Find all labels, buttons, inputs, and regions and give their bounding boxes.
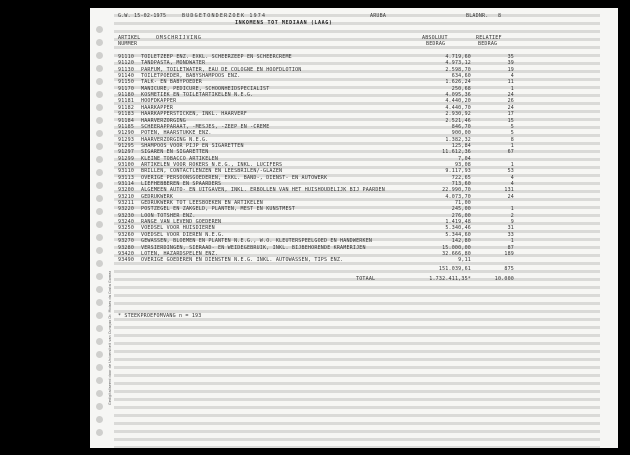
row-relative: 53 [507,168,514,175]
row-relative: 2 [510,212,514,219]
row-relative: 19 [507,66,514,73]
row-description: KOSMETIEK EN TOILETARTIKELEN N.E.G. [141,92,254,99]
feed-hole [96,351,103,358]
row-description: RANGE VAN LEVEND GOEDEREN [141,219,222,226]
column-header-code-2: NUMMER [118,41,138,47]
row-absolute: 71,00 [454,200,471,207]
column-header-relative: RELATIEF [476,35,502,41]
page-label: BLADNR. [466,13,489,19]
stripe [114,22,600,25]
row-relative: 1 [510,85,514,92]
row-relative: 1 [510,238,514,245]
row-relative: 131 [504,187,514,194]
row-relative: 24 [507,193,514,200]
row-description: ARTIKELEN VOOR ROKERS N.E.G., INKL. LUCIFERS [141,161,283,168]
stripe [114,358,600,361]
row-description: HAARKAPPER [141,104,174,111]
row-absolute: 5.340,46 [445,225,471,232]
row-relative: 1 [510,142,514,149]
row-description: TOILETPOEDER, BABYSHAMPOOS ENZ. [141,73,241,80]
stripe [114,102,600,105]
report-subtitle: INKOMENS TOT MEDIAAN (LAAG) [235,20,333,26]
stripe [114,302,600,305]
row-description: VOEDSEL VOOR DIEREN N.E.G. [141,231,225,238]
printout-sheet [90,8,618,448]
row-code: 93420 [118,250,135,257]
total-absolute: 1.732.411,35* [429,276,471,282]
row-code: 93114 [118,181,135,187]
stripe [114,286,600,289]
page-number: 8 [498,13,502,19]
row-absolute: 846,70 [451,123,471,130]
total-label: TOTAAL [356,276,376,282]
row-code: 91290 [118,130,135,137]
row-absolute: 4.973,12 [445,60,471,67]
feed-hole [96,390,103,397]
row-code: 93250 [118,225,135,232]
row-description: KLEINE TOBACCO ARTIKELEN [141,155,219,162]
row-absolute: 1.626,24 [445,79,471,86]
feed-hole [96,182,103,189]
feed-hole [96,247,103,254]
feed-hole [96,52,103,59]
row-code: 91180 [118,92,135,99]
row-description: OVERIGE PERSOONSGOEDEREN, EXKL. BAND-, DIENST- EN AUTOWERK [141,174,328,181]
stripe [114,438,600,441]
row-code: 91185 [118,123,135,130]
row-absolute: 2.930,92 [445,111,471,118]
feed-hole [96,338,103,345]
row-code: 91184 [118,117,135,124]
feed-hole [96,377,103,384]
subtotal-relative: 875 [504,266,514,272]
row-description: HAARKAPPERSTICKEN, INKL. HAARVERF [141,111,247,118]
row-code: 93230 [118,212,135,219]
feed-hole [96,117,103,124]
feed-hole [96,65,103,72]
row-description: GEWASSEN, BLOEMEN EN PLANTEN N.E.G., W.O. KLEUTERSPEELGOED EN HANDWERKEN [141,238,373,245]
feed-hole [96,403,103,410]
row-relative: 189 [504,250,514,257]
row-description: LOTEN, HAZARDSPELEN ENZ. [141,250,219,257]
column-header-relative-2: BEDRAG [478,41,498,47]
feed-hole [96,260,103,267]
feed-hole [96,364,103,371]
row-code: 91299 [118,155,135,162]
row-code: 93220 [118,206,135,213]
row-absolute: 2.521,46 [445,117,471,124]
row-code: 93210 [118,193,135,200]
feed-hole [96,26,103,33]
row-description: SIGAREN EN SIGARETTEN [141,149,209,156]
row-code: 91130 [118,66,135,73]
row-absolute: 4.095,36 [445,92,471,99]
stripe [114,270,600,273]
row-description: TANDPASTA, MONDWATER [141,60,206,67]
feed-hole [96,169,103,176]
row-code: 93490 [118,257,135,264]
row-description: ALGEMEEN AUTO- EN UITGAVEN, INKL. ERBOLLEN VAN HET HUISHOUDELIJK BIJ PAARDEN [141,187,385,194]
row-absolute: 5.344,60 [445,231,471,238]
feed-hole [96,234,103,241]
feed-hole [96,312,103,319]
row-relative: 35 [507,54,514,60]
row-relative: 4 [510,73,514,80]
report-date: G.W. 15-02-1975 [118,13,167,19]
row-code: 93110 [118,168,135,175]
row-description: POTEN, HAARSTUKKE ENZ. [141,130,212,137]
row-description: GEDRUKWERK TOT LEESBOEKEN EN ARTIKELEN [141,200,263,207]
feed-hole [96,156,103,163]
stripe [114,118,600,121]
stripe [114,430,600,433]
row-relative: 11 [507,79,514,86]
row-absolute: 2.598,70 [445,66,471,73]
row-description: VERSIERDINGEN, SIERAAD- EN WEIDEGEBRUIK, INKL. BIJBEHORENDE KRAMERIJEN [141,244,366,251]
row-absolute: 9,11 [458,257,471,264]
row-code: 93211 [118,200,135,207]
row-relative: 31 [507,225,514,232]
row-absolute: 634,60 [451,73,471,80]
row-description: HOOFDKAPPER [141,98,177,105]
row-relative: 9 [510,219,514,226]
row-absolute: 142,80 [451,238,471,245]
row-code: 91295 [118,142,135,149]
row-relative: 33 [507,231,514,238]
row-relative: 67 [507,149,514,156]
feed-hole [96,221,103,228]
feed-hole [96,208,103,215]
subtotal-absolute: 151.039,61 [438,266,471,272]
row-description: TALK- EN BABYPOEDER [141,79,202,86]
row-absolute: 1.419,48 [445,219,471,226]
row-absolute: 276,00 [451,212,471,219]
row-description: PARFUM, TOILETWATER, EAU DE COLOGNE EN HOOFDLOTION [141,66,302,73]
feed-hole [96,143,103,150]
row-code: 93280 [118,244,135,251]
row-description: OVERIGE GOEDEREN EN DIENSTEN N.E.G. INKL. AUTOWASSEN, TIPS ENZ. [141,257,344,264]
row-relative: 5 [510,130,514,137]
row-code: 93200 [118,187,135,194]
row-description: HAARVERZORGING [141,117,186,124]
tractor-feed-holes [96,26,106,438]
row-code: 91182 [118,104,135,111]
row-relative: 24 [507,104,514,111]
feed-hole [96,195,103,202]
row-relative: 26 [507,98,514,105]
feed-hole [96,91,103,98]
stripe [114,350,600,353]
row-code: 93240 [118,219,135,226]
row-relative: 5 [510,123,514,130]
column-header-absolute: ABSOLUUT [422,35,448,41]
sample-size-footnote: * STEEKPROEFOMVANG n = 193 [118,313,202,319]
stripe [114,422,600,425]
island-name: ARUBA [370,13,387,19]
feed-hole [96,325,103,332]
stripe [114,366,600,369]
row-code: 91110 [118,54,135,60]
row-code: 93270 [118,238,135,245]
row-description: SCHEERAPPARAAT, -MESJES, -ZEEP EN -CREME [141,123,270,130]
row-relative: 17 [507,111,514,118]
stripe [114,406,600,409]
row-code: 91183 [118,111,135,118]
row-code: 91293 [118,136,135,143]
row-absolute: 900,00 [451,130,471,137]
row-description: TOILETZEEP ENZ. EXKL. SCHEERZEEP EN SCHEERCREME [141,54,292,60]
row-absolute: 32.666,80 [442,250,471,257]
row-description: SHAMPOOS VOOR PIJP EN SIGARETTEN [141,142,244,149]
row-absolute: 4.719,60 [445,54,471,60]
row-relative: 24 [507,92,514,99]
column-header-absolute-2: BEDRAG [426,41,446,47]
feed-hole [96,39,103,46]
row-code: 91150 [118,79,135,86]
row-description: GEDRUKWERK [141,193,174,200]
row-description: HAARVERZORGING N.E.G. [141,136,209,143]
feed-hole [96,273,103,280]
row-absolute: 11.612,36 [442,149,471,156]
stripe [114,326,600,329]
row-relative: 87 [507,244,514,251]
row-code: 91120 [118,60,135,67]
row-code: 93260 [118,231,135,238]
row-description: MANICURE, PEDICURE, SCHOONHEIDSPECIALIST [141,85,270,92]
row-code: 91181 [118,98,135,105]
row-description: BRILLEN, CONTACTLENZEN EN LEESBRILEN/-GLAZEN [141,168,283,175]
row-code: 91140 [118,73,135,80]
row-absolute: 722,65 [451,174,471,181]
report-title: BUDGETONDERZOEK 1974 [182,13,267,19]
row-code: 93100 [118,161,135,168]
digitization-note: Gedigitaliseerd door de Universiteit van Curaçao Dr. Moises da Costa Gomez [108,270,112,405]
row-absolute: 250,68 [451,85,471,92]
stripe [114,398,600,401]
column-header-description: OMSCHRIJVING [156,35,202,41]
row-absolute: 245,00 [451,206,471,213]
feed-hole [96,78,103,85]
row-relative: 4 [510,174,514,181]
row-description: POSTZEGEL EN ZAKGELD, PLANTEN, MEST EN KUNSTMEST [141,206,296,213]
stripe [114,334,600,337]
stripe [114,342,600,345]
row-code: 91297 [118,149,135,156]
stripe [114,30,600,33]
row-description: LOON TOTSHER ENZ. [141,212,196,219]
row-absolute: 4.073,70 [445,193,471,200]
row-relative: 8 [510,136,514,143]
row-absolute: 7,04 [458,155,471,162]
stripe [114,294,600,297]
row-relative: 4 [510,181,514,187]
row-absolute: 4.440,70 [445,104,471,111]
feed-hole [96,130,103,137]
column-header-code: ARTIKEL [118,35,141,41]
row-code: 93113 [118,174,135,181]
row-description: LIEFHEBBEREN EN SPAARDERS [141,181,222,187]
row-description: VOEDSEL VOOR HUISDIEREN [141,225,215,232]
feed-hole [96,104,103,111]
row-absolute: 15.000,00 [442,244,471,251]
stripe [114,374,600,377]
row-relative: 39 [507,60,514,67]
feed-hole [96,416,103,423]
row-relative: 1 [510,206,514,213]
feed-hole [96,429,103,436]
row-absolute: 4.440,20 [445,98,471,105]
row-absolute: 1.382,32 [445,136,471,143]
stripe [114,382,600,385]
stripe [114,414,600,417]
total-relative: 10.000 [494,276,514,282]
stripe [114,390,600,393]
row-absolute: 713,60 [451,181,471,187]
stripe [114,46,600,49]
stripe [114,446,600,448]
row-absolute: 22.990,70 [442,187,471,194]
row-code: 91170 [118,85,135,92]
row-absolute: 125,84 [451,142,471,149]
row-relative: 15 [507,117,514,124]
feed-hole [96,286,103,293]
row-relative: 1 [510,161,514,168]
row-absolute: 9.117,93 [445,168,471,175]
feed-hole [96,299,103,306]
row-absolute: 93,08 [454,161,471,168]
